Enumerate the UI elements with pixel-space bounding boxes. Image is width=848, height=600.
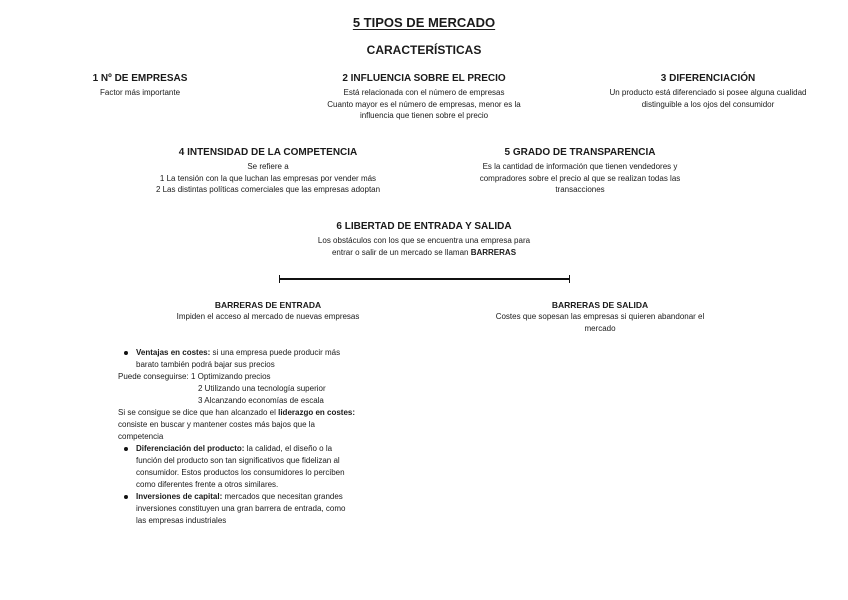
cost-advantages-label: Ventajas en costes: (136, 348, 211, 357)
entry-barriers-heading: BARRERAS DE ENTRADA (214, 300, 322, 310)
section-text: influencia que tienen sobre el precio (359, 111, 489, 120)
exit-barriers-text: Costes que sopesan las empresas si quieren abandonar el (495, 312, 705, 321)
list-item-product-differentiation: Diferenciación del producto: la calidad, el diseño o la función del producto son tan significativos que fidelizan al consumidor. Estos productos los consumidores lo perciben como diferentes frente a otros similares. (118, 443, 418, 491)
divider-tick-right (569, 275, 570, 283)
can-achieve-item: 3 Alcanzando economías de escala (198, 396, 324, 405)
bullet-icon (124, 495, 128, 499)
section-heading: 2 INFLUENCIA SOBRE EL PRECIO (342, 73, 506, 84)
section-heading: 6 LIBERTAD DE ENTRADA Y SALIDA (336, 221, 512, 232)
section-num-companies (40, 72, 240, 99)
section-text: entrar o salir de un mercado se llaman BARRERAS (331, 247, 517, 257)
section-competition-intensity (128, 146, 408, 196)
exit-barriers-heading: BARRERAS DE SALIDA (551, 300, 649, 310)
section-text: distinguible a los ojos del consumidor (641, 99, 775, 109)
bullet-icon (124, 447, 128, 451)
entry-barriers-text: Impiden el acceso al mercado de nuevas empresas (176, 312, 360, 321)
cost-leadership-label: liderazgo en costes: (278, 408, 356, 417)
section-text: Los obstáculos con los que se encuentra una empresa para (317, 236, 531, 245)
cost-leadership-text: consiste en buscar y mantener costes más bajos que la (118, 420, 315, 429)
cost-leadership-line: Si se consigue se dice que han alcanzado el liderazgo en costes: (118, 408, 356, 417)
capital-investment-label: Inversiones de capital: (136, 492, 223, 501)
page-title: 5 TIPOS DE MERCADO (352, 15, 496, 30)
bullet-icon (124, 351, 128, 355)
section-text: Un producto está diferenciado si posee alguna cualidad (609, 88, 807, 97)
section-heading: 4 INTENSIDAD DE LA COMPETENCIA (178, 147, 358, 158)
section-text: Cuanto mayor es el número de empresas, menor es la (327, 99, 521, 109)
section-transparency (450, 146, 710, 196)
section-text: Factor más importante (99, 88, 181, 97)
can-achieve-line: Puede conseguirse: 1 Optimizando precios (118, 372, 271, 381)
exit-barriers-block (455, 299, 745, 334)
exit-barriers-text: mercado (584, 323, 616, 333)
section-differentiation (588, 72, 828, 110)
branch-divider (279, 278, 570, 280)
list-item-capital-investment: Inversiones de capital: mercados que necesitan grandes inversiones constituyen una gran barrera de entrada, como las empresas industriales (118, 491, 418, 527)
section-price-influence (294, 72, 554, 122)
section-text: Es la cantidad de información que tienen vendedores y (482, 162, 678, 171)
page-subtitle: CARACTERÍSTICAS (366, 43, 482, 57)
divider-tick-left (279, 275, 280, 283)
product-differentiation-label: Diferenciación del producto: (136, 444, 245, 453)
section-text: 2 Las distintas políticas comerciales que las empresas adoptan (155, 185, 381, 194)
entry-barriers-block (128, 299, 408, 323)
can-achieve-item: 2 Utilizando una tecnología superior (198, 384, 326, 393)
entry-barriers-details (118, 347, 418, 527)
section-heading: 5 GRADO DE TRANSPARENCIA (504, 147, 656, 158)
barriers-keyword: BARRERAS (470, 247, 517, 257)
section-text: Se refiere a (247, 162, 289, 171)
cost-leadership-text: competencia (118, 432, 164, 441)
section-text: Está relacionada con el número de empresas (343, 88, 505, 97)
section-text: 1 La tensión con la que luchan las empresas por vender más (159, 173, 377, 183)
section-entry-exit-freedom (284, 220, 564, 258)
list-item-cost-advantages: Ventajas en costes: si una empresa puede producir más barato también podrá bajar sus precios (118, 347, 418, 371)
section-text: compradores sobre el precio al que se realizan todas las (479, 173, 681, 183)
section-heading: 1 Nº DE EMPRESAS (92, 73, 188, 84)
section-text: transacciones (555, 185, 605, 194)
section-heading: 3 DIFERENCIACIÓN (660, 73, 756, 84)
